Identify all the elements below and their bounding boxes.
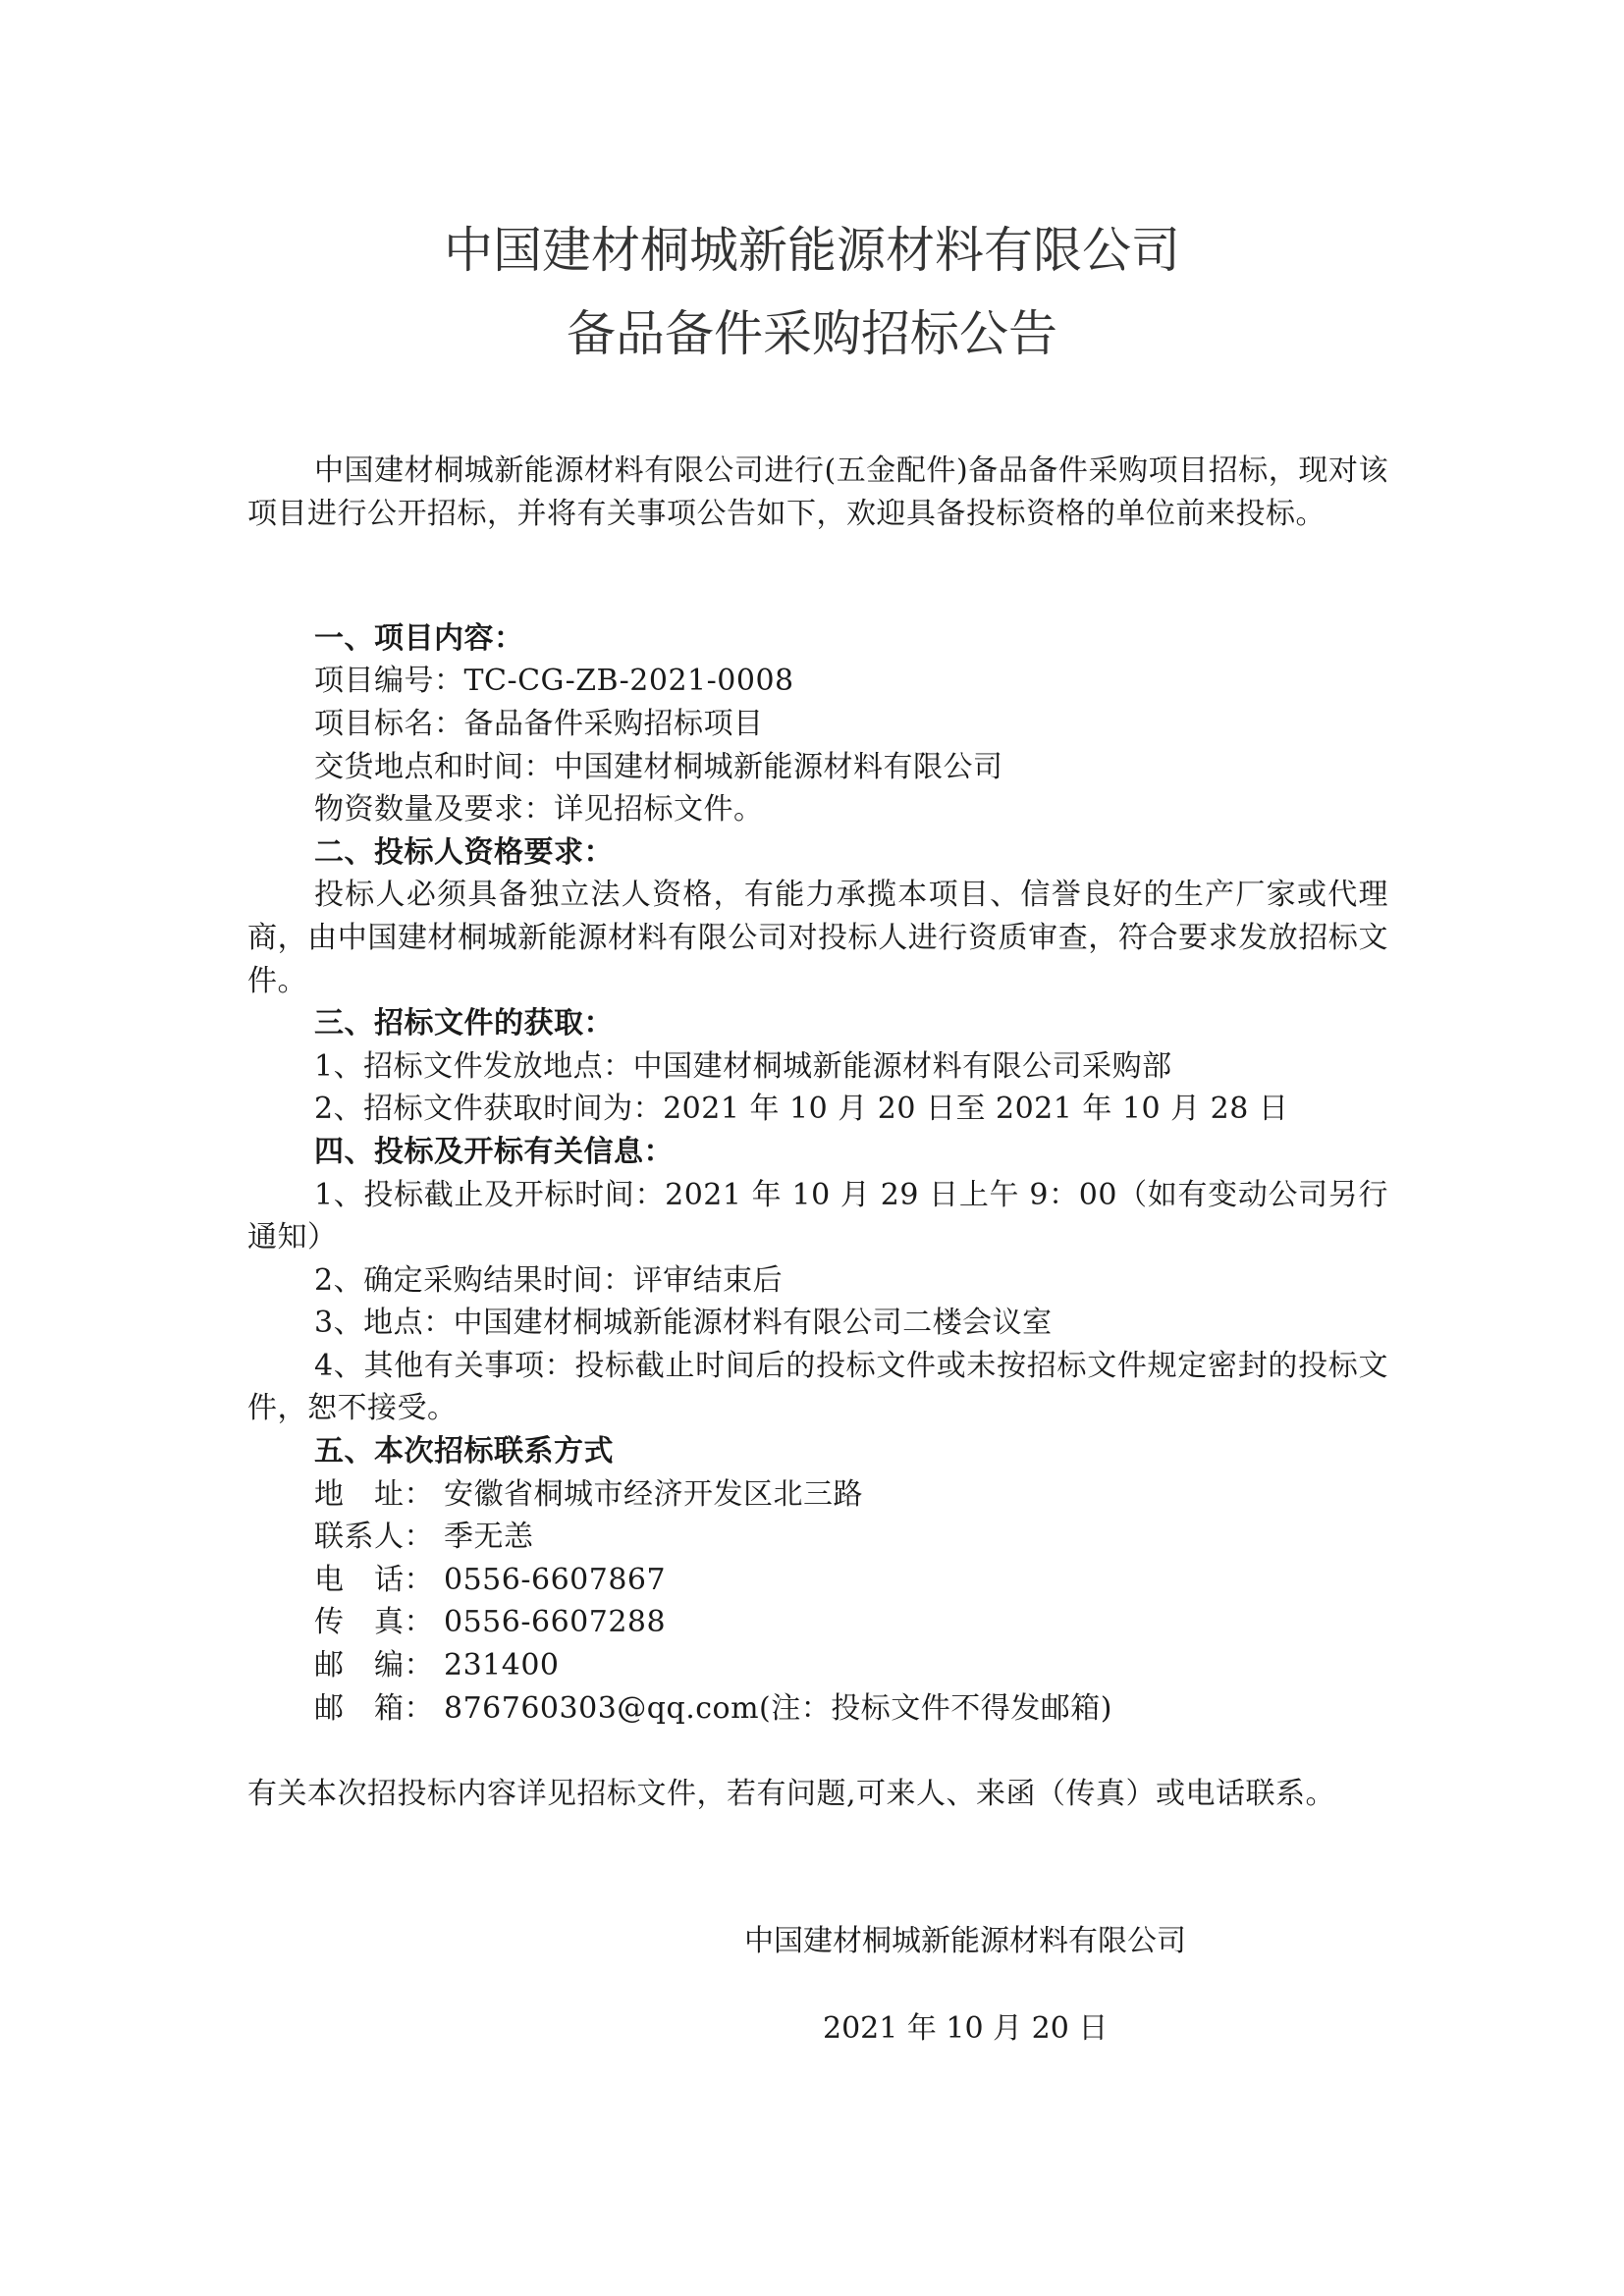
- contact-value: 安徽省桐城市经济开发区北三路: [444, 1476, 863, 1512]
- contact-label: 地 址：: [314, 1476, 434, 1512]
- contact-fax: [247, 1601, 1388, 1644]
- contact-label: 邮 编：: [314, 1648, 434, 1683]
- contact-label: 电 话：: [314, 1562, 434, 1597]
- contact-value: 0556-6607867: [444, 1562, 667, 1597]
- contact-label: 邮 箱：: [314, 1690, 434, 1726]
- qualification-paragraph: 投标人必须具备独立法人资格，有能力承揽本项目、信誉良好的生产厂家或代理商，由中国建材桐城新能源材料有限公司对投标人进行资质审查，符合要求发放招标文件。: [247, 878, 1388, 998]
- spacer: [247, 1730, 1388, 1773]
- project-number: 项目编号：TC-CG-ZB-2021-0008: [314, 664, 794, 699]
- document-location: 1、招标文件发放地点：中国建材桐城新能源材料有限公司采购部: [314, 1048, 1172, 1084]
- document-title-line1: 中国建材桐城新能源材料有限公司: [444, 222, 1180, 279]
- project-name: 项目标名：备品备件采购招标项目: [314, 706, 764, 741]
- closing-paragraph: 有关本次招投标内容详见招标文件，若有问题,可来人、来函（传真）或电话联系。: [247, 1776, 1336, 1811]
- contact-email: [247, 1687, 1388, 1731]
- section-heading-bidding: 四、投标及开标有关信息：: [314, 1134, 674, 1169]
- section-heading-qualification: 二、投标人资格要求：: [314, 834, 614, 870]
- contact-postcode: [247, 1644, 1388, 1687]
- signature-company: 中国建材桐城新能源材料有限公司: [744, 1924, 1186, 1958]
- other-matters: 4、其他有关事项：投标截止时间后的投标文件或未按招标文件规定密封的投标文件，恕不接受。: [247, 1348, 1388, 1426]
- signature-date: 2021 年 10 月 20 日: [823, 2011, 1109, 2046]
- document-title-line2: 备品备件采购招标公告: [567, 305, 1057, 362]
- contact-value: 876760303@qq.com(注：投标文件不得发邮箱): [444, 1690, 1112, 1726]
- document-period: 2、招标文件获取时间为：2021 年 10 月 20 日至 2021 年 10 月 28 日: [314, 1092, 1289, 1127]
- contact-label: 传 真：: [314, 1605, 434, 1640]
- bid-location: 3、地点：中国建材桐城新能源材料有限公司二楼会议室: [314, 1306, 1053, 1341]
- section-heading-documents: 三、招标文件的获取：: [314, 1006, 614, 1041]
- result-time: 2、确定采购结果时间：评审结束后: [314, 1262, 784, 1298]
- section-heading-contact: 五、本次招标联系方式: [314, 1434, 614, 1469]
- contact-label: 联系人：: [314, 1520, 434, 1555]
- contact-value: 231400: [444, 1648, 560, 1683]
- contact-value: 季无恙: [444, 1520, 534, 1555]
- document-body: [247, 450, 1388, 1815]
- spacer: [247, 578, 1388, 617]
- spacer: [247, 535, 1388, 578]
- bid-deadline: 1、投标截止及开标时间：2021 年 10 月 29 日上午 9：00（如有变动公司另行通知）: [247, 1177, 1388, 1255]
- contact-value: 0556-6607288: [444, 1605, 667, 1640]
- contact-person: [247, 1516, 1388, 1559]
- section-heading-project: 一、项目内容：: [314, 620, 524, 656]
- material-quantity: 物资数量及要求：详见招标文件。: [314, 792, 764, 828]
- delivery-location: 交货地点和时间：中国建材桐城新能源材料有限公司: [314, 749, 1003, 784]
- contact-address: [247, 1473, 1388, 1517]
- contact-phone: [247, 1559, 1388, 1602]
- intro-paragraph: 中国建材桐城新能源材料有限公司进行(五金配件)备品备件采购项目招标，现对该项目进行公开招标，并将有关事项公告如下，欢迎具备投标资格的单位前来投标。: [247, 454, 1388, 531]
